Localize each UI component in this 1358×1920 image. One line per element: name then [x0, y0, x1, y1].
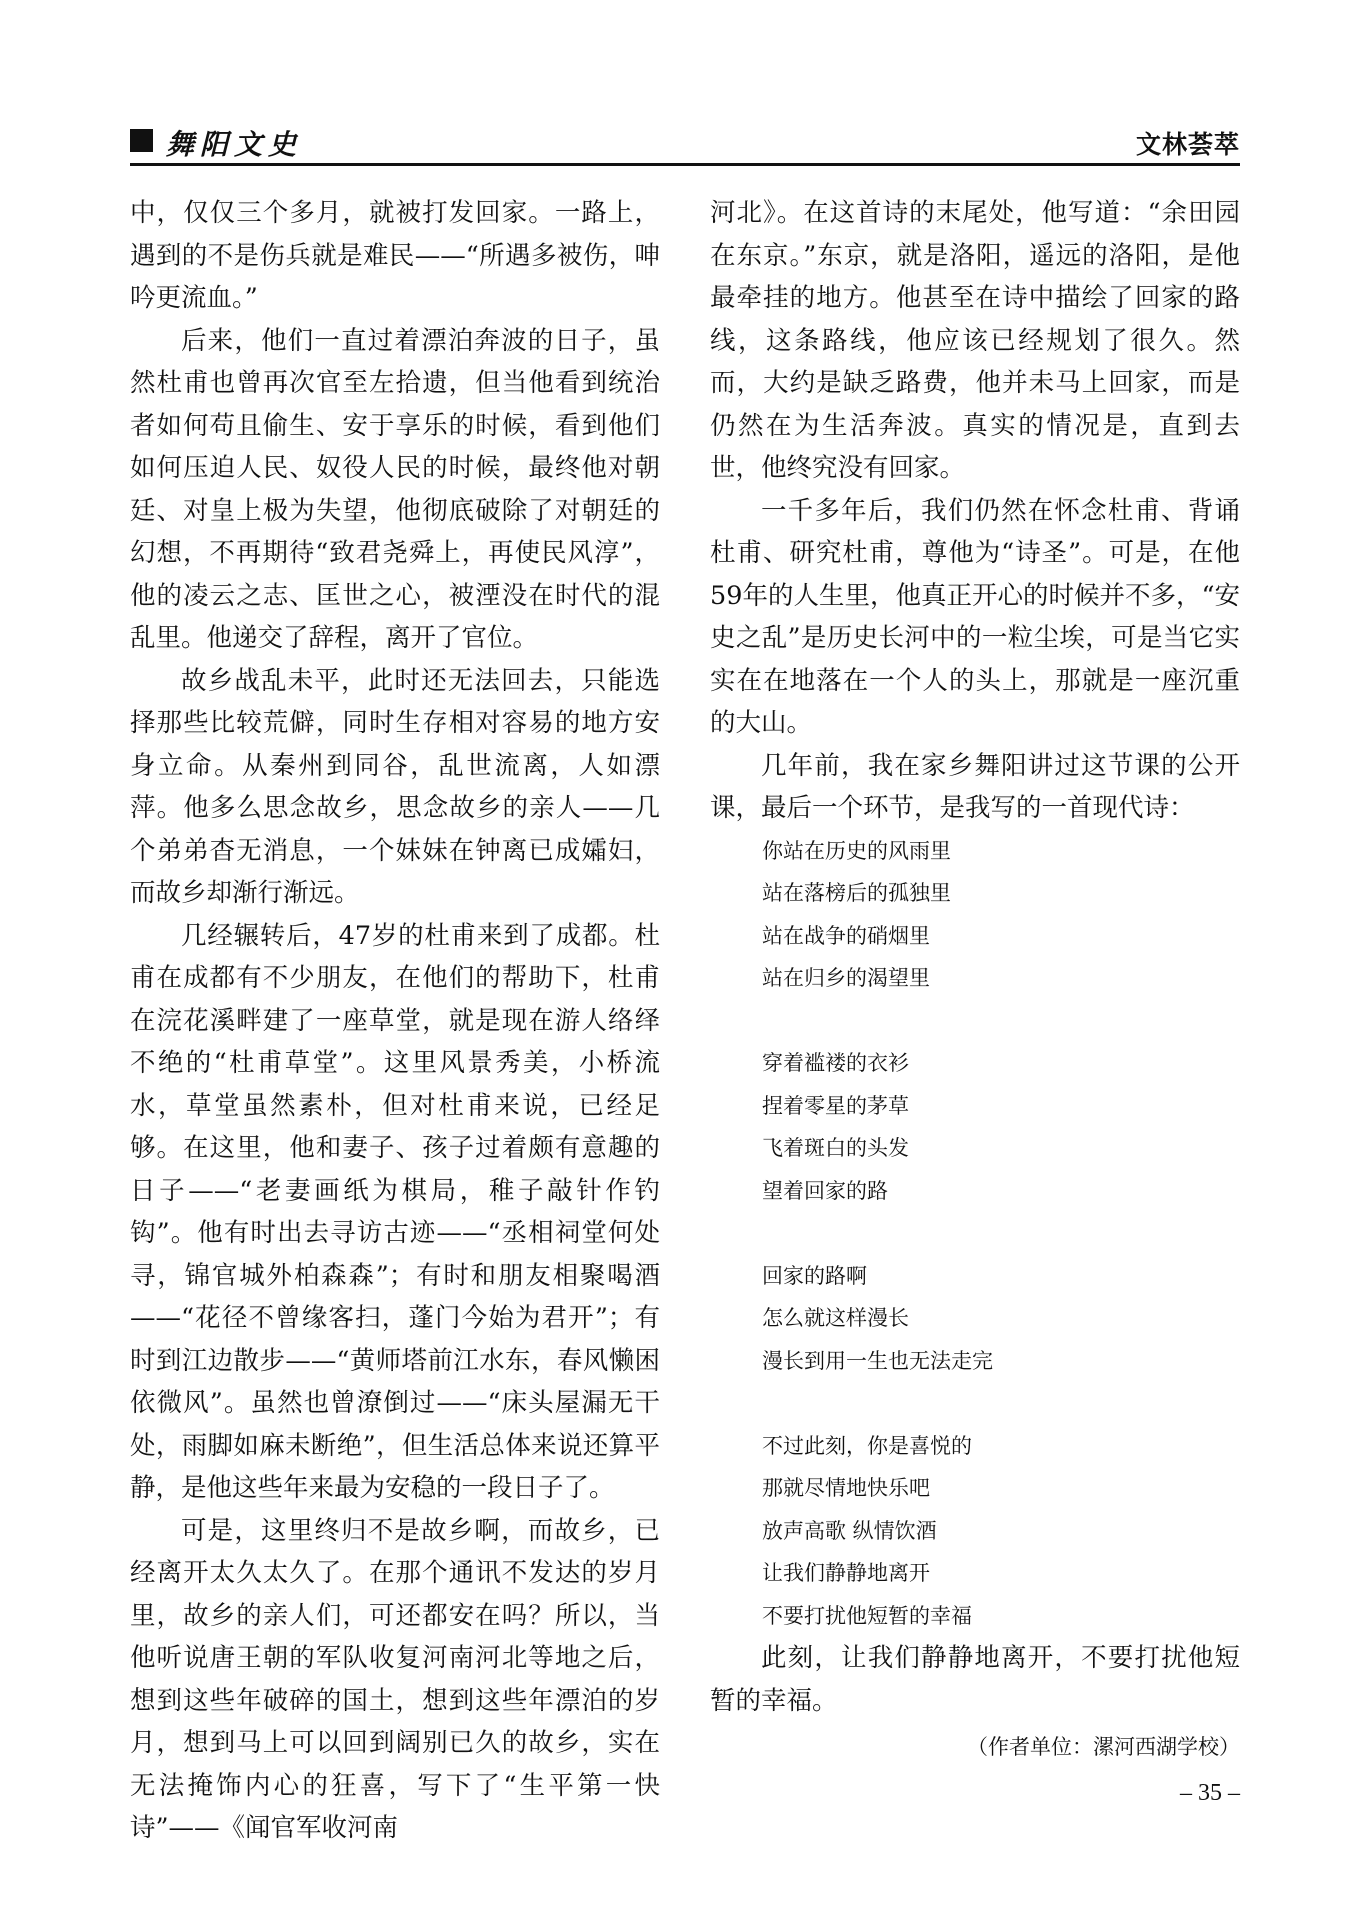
right-column — [710, 192, 1240, 1769]
right-column-prose — [710, 192, 1240, 830]
page-header — [130, 125, 1240, 165]
stanza-gap — [762, 1382, 1240, 1425]
poem-line: 捏着零星的茅草 — [762, 1093, 909, 1118]
poem-line: 放声高歌 纵情饮酒 — [762, 1518, 937, 1543]
paragraph: 故乡战乱未平，此时还无法回去，只能选择那些比较荒僻，同时生存相对容易的地方安身立命。从秦州到同谷，乱世流离，人如漂萍。他多么思念故乡，思念故乡的亲人——几个弟弟杳无消息，一个妹妹在钟离已成孀妇，而故乡却渐行渐远。 — [130, 665, 660, 908]
poem-line: 不要打扰他短暂的幸福 — [762, 1603, 972, 1628]
poem-line: 站在落榜后的孤独里 — [762, 881, 951, 905]
section-title: 文林荟萃 — [1135, 130, 1240, 159]
poem-line: 站在归乡的渴望里 — [762, 966, 930, 990]
header-rule — [130, 163, 1240, 166]
poem-line: 望着回家的路 — [762, 1178, 888, 1203]
header-square-icon — [130, 129, 153, 152]
stanza-gap — [762, 1000, 1240, 1043]
author-affiliation: （作者单位：漯河西湖学校） — [967, 1735, 1240, 1759]
poem-line: 怎么就这样漫长 — [762, 1306, 909, 1330]
poem-line: 飞着斑白的头发 — [762, 1136, 909, 1160]
poem-line: 回家的路啊 — [762, 1263, 867, 1288]
closing-paragraph: 此刻，让我们静静地离开，不要打扰他短暂的幸福。 — [710, 1643, 1240, 1716]
left-column — [130, 192, 660, 1850]
poem-line: 穿着褴褛的衣衫 — [762, 1051, 909, 1075]
poem-line: 站在战争的硝烟里 — [762, 923, 930, 948]
poem-line: 不过此刻，你是喜悦的 — [762, 1433, 972, 1458]
paragraph: 一千多年后，我们仍然在怀念杜甫、背诵杜甫、研究杜甫，尊他为“诗圣”。可是，在他59年的人生里，他真正开心的时候并不多，“安史之乱”是历史长河中的一粒尘埃，可是当它实实在在地落在一个人的头上，那就是一座沉重的大山。 — [710, 495, 1240, 738]
poem-line: 那就尽情地快乐吧 — [762, 1476, 930, 1500]
poem — [710, 830, 1240, 1638]
poem-line: 漫长到用一生也无法走完 — [762, 1348, 993, 1373]
journal-title: 舞阳文史 — [166, 128, 303, 161]
paragraph: 河北》。在这首诗的末尾处，他写道：“余田园在东京。”东京，就是洛阳，遥远的洛阳，是他最牵挂的地方。他甚至在诗中描绘了回家的路线，这条路线，他应该已经规划了很久。然而，大约是缺乏路费，他并未马上回家，而是仍然在为生活奔波。真实的情况是，直到去世，他终究没有回家。 — [710, 198, 1240, 483]
paragraph: 几经辗转后，47岁的杜甫来到了成都。杜甫在成都有不少朋友，在他们的帮助下，杜甫在浣花溪畔建了一座草堂，就是现在游人络绎不绝的“杜甫草堂”。这里风景秀美，小桥流水，草堂虽然素朴，但对杜甫来说，已经足够。在这里，他和妻子、孩子过着颇有意趣的日子——“老妻画纸为棋局，稚子敲针作钓钩”。他有时出去寻访古迹——“丞相祠堂何处寻，锦官城外柏森森”；有时和朋友相聚喝酒——“花径不曾缘客扫，蓬门今始为君开”；有时到江边散步——“黄师塔前江水东，春风懒困依微风”。虽然也曾潦倒过——“床头屋漏无干处，雨脚如麻未断绝”，但生活总体来说还算平静，是他这些年来最为安稳的一段日子了。 — [130, 920, 660, 1503]
paragraph: 几年前，我在家乡舞阳讲过这节课的公开课，最后一个环节，是我写的一首现代诗： — [710, 750, 1240, 823]
page-number: – 35 – — [1180, 1780, 1240, 1806]
paragraph: 中，仅仅三个多月，就被打发回家。一路上，遇到的不是伤兵就是难民——“所遇多被伤，呻吟更流血。” — [130, 198, 660, 313]
stanza-gap — [762, 1212, 1240, 1255]
poem-line: 让我们静静地离开 — [762, 1561, 930, 1585]
paragraph: 后来，他们一直过着漂泊奔波的日子，虽然杜甫也曾再次官至左拾遗，但当他看到统治者如何苟且偷生、安于享乐的时候，看到他们如何压迫人民、奴役人民的时候，最终他对朝廷、对皇上极为失望，他彻底破除了对朝廷的幻想，不再期待“致君尧舜上，再使民风淳”，他的凌云之志、匡世之心，被湮没在时代的混乱里。他递交了辞程，离开了官位。 — [130, 325, 660, 653]
paragraph: 可是，这里终归不是故乡啊，而故乡，已经离开太久太久了。在那个通讯不发达的岁月里，故乡的亲人们，可还都安在吗？所以，当他听说唐王朝的军队收复河南河北等地之后，想到这些年破碎的国土，想到这些年漂泊的岁月，想到马上可以回到阔别已久的故乡，实在无法掩饰内心的狂喜，写下了“生平第一快诗”——《闻官军收河南 — [130, 1515, 660, 1843]
poem-line: 你站在历史的风雨里 — [762, 838, 951, 863]
